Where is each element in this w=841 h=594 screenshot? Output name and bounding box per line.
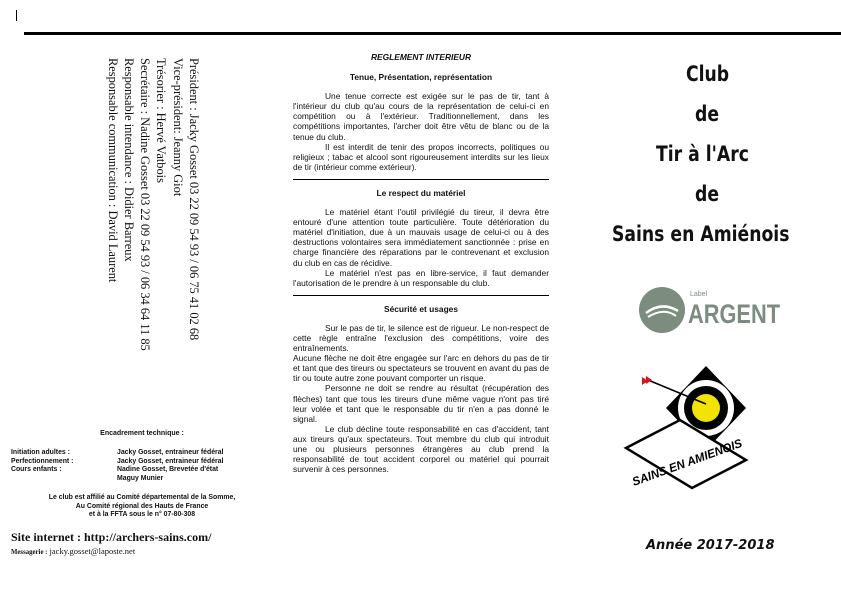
logo-club-name: SAINS EN AMIENOIS <box>630 434 747 489</box>
affiliation: Le club est affilié au Comité départemental de la Somme, Au Comité régional des Hauts de France et à la FFTA sous le n° 07-80-308 <box>48 494 236 519</box>
staff-row: Initiation adultes : Jacky Gosset, entraineur fédéral <box>11 449 224 456</box>
email-label: Messagerie : <box>11 549 48 556</box>
section-divider <box>293 179 549 180</box>
section-heading-securite: Sécurité et usages <box>383 303 458 314</box>
top-rule <box>24 32 841 35</box>
website-link[interactable]: Site internet : http://archers-sains.com/ <box>11 530 212 544</box>
club-title-line: Club <box>686 62 730 86</box>
section-divider <box>293 295 549 296</box>
paragraph: Aucune flèche ne doit être engagée sur l'arc en dehors du pas de tir et tant que des tireurs ou spectateurs se trouvent en avant du pas de tir ou toute autre zone pouvant comporter un risque. <box>293 353 549 384</box>
season-year: Année 2017-2018 <box>646 538 775 553</box>
paragraph: Une tenue correcte est exigée sur le pas de tir, tant à l'intérieur du club qu'au cours de la représentation de celui-ci en compétition ou à l'extérieur. Traditionnellement, dans les compétitions importantes, l'archer doit être vêtu de blanc ou de la tenue du club. <box>293 91 549 142</box>
contact-intendance: Responsable intendance : Didier Barreux <box>121 58 136 262</box>
reglement-panel <box>293 52 549 474</box>
email-line <box>11 546 135 556</box>
text-cursor <box>16 10 17 21</box>
staff-row: Maguy Munier <box>117 474 164 482</box>
label-small-text: Label <box>690 291 708 298</box>
encadrement-title: Encadrement technique : <box>100 430 184 437</box>
section-heading-tenue: Tenue, Présentation, représentation <box>349 72 493 83</box>
label-argent-logo <box>638 283 784 337</box>
club-title-line: de <box>695 182 720 206</box>
contact-president: Président : Jacky Gosset 03 22 09 54 93 / 06 75 41 02 68 <box>187 58 201 341</box>
paragraph: Le matériel étant l'outil privilégié du tireur, il devra être entouré d'une attention toute particulière. Toute détérioration du matériel d'initiation, due à un mauvais usage de celui-ci ou à des destructions volontaires sera immédiatement sanctionnée : prise en charge financière des réparations par le contrevenant et exclusion du club en cas de récidive. <box>293 207 549 268</box>
staff-row: Cours enfants : Nadine Gosset, Brevetée d'état <box>11 466 219 474</box>
section-heading-materiel: Le respect du matériel <box>376 187 466 198</box>
club-title-line: Tir à l'Arc <box>656 142 749 166</box>
target-center-icon <box>692 394 720 422</box>
contacts-panel <box>106 58 202 398</box>
reglement-title: REGLEMENT INTERIEUR <box>370 52 472 62</box>
paragraph: Sur le pas de tir, le silence est de rigueur. Le non-respect de cette règle entraîne l'exclusion des compétitions, voire des entraînements. <box>293 322 549 354</box>
paragraph: Personne ne doit se rendre au résultat (récupération des flèches) tant que tous les tireurs d'une même vague n'ont pas tiré leur volée et tant que le responsable du tir n'en a pas donné le signal. <box>293 383 549 424</box>
contact-tresorier: Trésorier : Hervé Vatbois <box>154 58 169 183</box>
paragraph: Le club décline toute responsabilité en cas d'accident, tant aux tireurs qu'aux spectateurs. Tout membre du club qui introduit une ou plusieurs personnes étrangères au club prend la responsabilité de tout accident corporel ou matériel qui pourrait survenir à ces personnes. <box>293 423 549 475</box>
email-link[interactable]: jacky.gosset@laposte.net <box>49 546 136 556</box>
club-target-logo <box>622 364 748 496</box>
club-title-line: Sains en Amiénois <box>612 222 790 246</box>
paragraph: Il est interdit de tenir des propos incorrects, politiques ou religieux ; tabac et alcool sont rigoureusement interdits sur les lieux de tir (intérieur comme extérieur). <box>293 141 549 172</box>
paragraph: Le matériel n'est pas en libre-service, il faut demander l'autorisation de le prendre à un responsable du club. <box>293 267 549 288</box>
staff-row: Perfectionnement : Jacky Gosset, entraineur fédéral <box>11 457 224 465</box>
club-title-line: de <box>695 102 720 126</box>
label-argent-text: ARGENT <box>688 299 781 329</box>
contact-communication: Responsable communication : David Laurent <box>105 58 120 283</box>
contact-vice-president: Vice-président: Jeanny Giot <box>170 58 185 197</box>
staff-list <box>11 449 223 483</box>
contact-secretaire: Secrétaire : Nadine Gosset 03 22 09 54 93 / 06 34 64 11 85 <box>138 58 153 351</box>
